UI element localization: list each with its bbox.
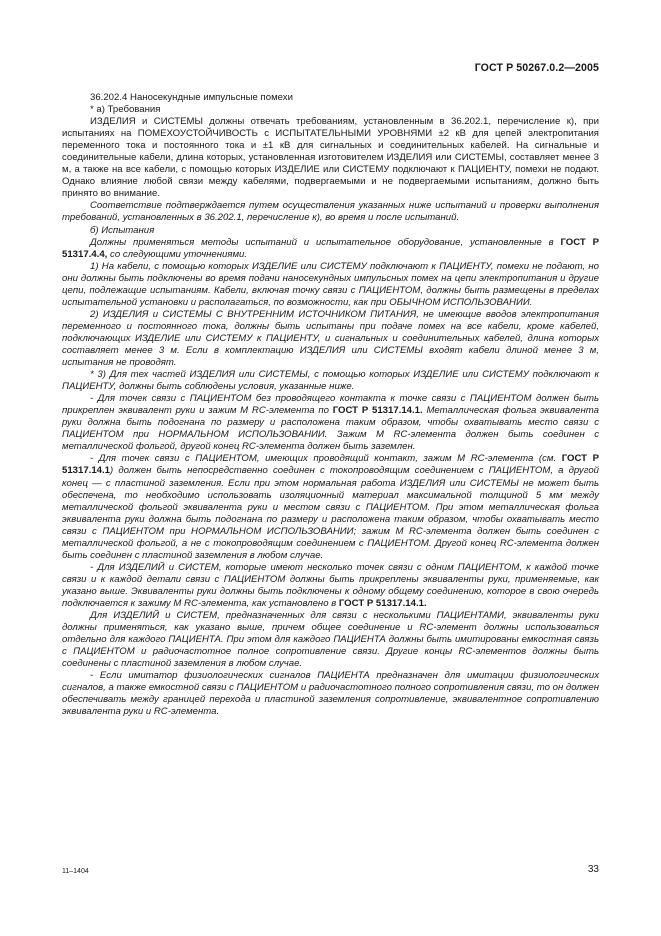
paragraph [62,104,599,116]
paragraph [62,225,599,237]
text-run: ИЗДЕЛИЯ и СИСТЕМЫ должны отвечать требованиям, установленным в 36.202.1, перечисление к), при испытаниях на ПОМЕХОУСТОЙЧИВОСТЬ с ИСПЫТАТЕЛЬНЫМИ УРОВНЯМИ ±2 кВ для цепей электропитания переменного тока и постоянного тока и ±1 кВ для сигнальных и соединительных кабелей. На сигнальные и соединительные кабели, длина которых, установленная изготовителем ИЗДЕЛИЯ или СИСТЕМЫ, составляет менее 3 м, а также на все кабели, с помощью которых ИЗДЕЛИЕ или СИСТЕМУ подключают к ПАЦИЕНТУ, помехи не подают. Однако влияние любой связи между кабелями, подвергаемыми и не подвергаемыми испытаниям, должно быть принято во внимание. [62,116,599,200]
text-run: - Если имитатор физиологических сигналов ПАЦИЕНТА предназначен для имитации физиологических сигналов, а также емкостной связи с ПАЦИЕНТОМ и радиочастотного полного сопротивления связи, то он должен обеспечивать между границей перехода и пластиной заземления сопротивление, эквивалентное сопротивлению эквивалента руки и RC-элемента. [62,670,599,718]
paragraph [62,116,599,200]
text-run: ) должен быть непосредственно соединен с токопроводящим соединением с ПАЦИЕНТОМ, а другой конец — с пластиной заземления. Если при этом нормальная работа ИЗДЕЛИЯ или СИСТЕМЫ не может быть обеспечена, то необходимо использовать изоляционный материал максимальной толщиной 5 мм между металлической фольгой эквивалента руки и местом связи с ПАЦИЕНТОМ. При этом металлическая фольга эквивалента руки должна быть подогнана по размеру и расположена таким образом, чтобы охватывать место связи с ПАЦИЕНТОМ при НОРМАЛЬНОМ ИСПОЛЬЗОВАНИИ; зажим М RC-элемента должен быть соединен с металлической фольгой, а не с токопроводящим соединением с ПАЦИЕНТОМ. Другой конец RC-элемента должен быть соединен с пластиной заземления в любом случае. [62,465,599,561]
paragraph [62,92,599,104]
standard-reference: ГОСТ Р 51317.14.1. [338,597,427,609]
text-run: - Для точек связи с ПАЦИЕНТОМ, имеющих проводящий контакт, зажим М RC-элемента (см. [90,453,562,465]
paragraph [62,309,599,369]
paragraph [62,369,599,393]
text-run: 2) ИЗДЕЛИЯ и СИСТЕМЫ С ВНУТРЕННИМ ИСТОЧНИКОМ ПИТАНИЯ, не имеющие вводов электропитания переменного и постоянного тока, должны быть испытаны при подаче помех на все кабели, кроме кабелей, подключающих ИЗДЕЛИЕ или СИСТЕМУ к ПАЦИЕНТУ, и сигнальных и соединительных кабелей, длина которых составляет менее 3 м. Если в комплектацию ИЗДЕЛИЯ или СИСТЕМЫ входят кабели длиной менее 3 м, испытания не проводят. [62,308,599,369]
text-run: * а) Требования [90,104,161,116]
standard-reference: ГОСТ Р 51317.14.1. [332,405,423,417]
page-number: 33 [587,864,599,875]
text-run: Металлическая фольга эквивалента руки должна быть подогнана по размеру и расположена таким образом, чтобы охватывать место связи с ПАЦИЕНТОМ при НОРМАЛЬНОМ ИСПОЛЬЗОВАНИИ. Зажим М RC-элемента должен быть соединен с металлической фольгой, другой конец RC-элемента должен быть заземлен. [62,405,599,453]
paragraph [62,453,599,561]
paragraph [62,562,599,610]
standard-reference: ГОСТ Р 51317.4.4, [62,236,600,260]
document-id-header: ГОСТ Р 50267.0.2—2005 [474,62,599,74]
text-run: * 3) Для тех частей ИЗДЕЛИЯ или СИСТЕМЫ, с помощью которых ИЗДЕЛИЕ или СИСТЕМУ подключают к ПАЦИЕНТУ, должны быть соблюдены условия, указанные ниже. [62,369,599,393]
print-order-number: 11–1404 [62,868,89,875]
paragraph [62,237,599,261]
document-body [62,92,599,718]
text-run: Соответствие подтверждается путем осуществления указанных ниже испытаний и проверки выполнения требований, установленных в 36.202.1, перечисление к), во время и после испытаний. [62,200,599,224]
paragraph [62,393,599,453]
text-run: 36.202.4 Наносекундные импульсные помехи [90,92,293,103]
paragraph [62,670,599,718]
paragraph [62,200,599,224]
paragraph [62,261,599,309]
standard-reference: ГОСТ Р 51317.14.1 [62,453,600,477]
text-run: б) Испытания [90,224,155,236]
text-run: 1) На кабели, с помощью которых ИЗДЕЛИЕ или СИСТЕМУ подключают к ПАЦИЕНТУ, помехи не подают, но они должны быть подключены во время подачи наносекундных импульсных помех на цепи электропитания и другие цепи, подлежащие испытаниям. Кабели, включая точку связи с ПАЦИЕНТОМ, должны быть размещены в пределах испытательной установки и располагаться, по возможности, как при ОБЫЧНОМ ИСПОЛЬЗОВАНИИ. [62,260,599,308]
paragraph [62,610,599,670]
text-run: - Для точек связи с ПАЦИЕНТОМ без проводящего контакта к точке связи с ПАЦИЕНТОМ должен быть прикреплен эквивалент руки и зажим М RC-элемента по [62,393,599,417]
text-run: со следующими уточнениями. [107,248,248,260]
text-run: Должны применяться методы испытаний и испытательное оборудование, установленные в [90,236,561,248]
text-run: Для ИЗДЕЛИЙ и СИСТЕМ, предназначенных для связи с несколькими ПАЦИЕНТАМИ, эквиваленты руки должны применяться, как указано выше, причем общее соединение и RC-элемент должны использоваться отдельно для каждого ПАЦИЕНТА. При этом для каждого ПАЦИЕНТА должны быть имитированы емкостная связь с ПАЦИЕНТОМ и радиочастотное полное сопротивление связи. Другие концы RC-элементов должны быть соединены с пластиной заземления в любом случае. [62,610,599,670]
text-run: - Для ИЗДЕЛИЙ и СИСТЕМ, которые имеют несколько точек связи с одним ПАЦИЕНТОМ, к каждой точке связи и к каждой детали связи с ПАЦИЕНТОМ должны быть прикреплены эквиваленты руки, применяемые, как указано выше. Эквиваленты руки должны быть подключены к одному общему соединению, которое в свою очередь подключается к зажиму М RC-элемента, как установлено в [62,561,599,609]
